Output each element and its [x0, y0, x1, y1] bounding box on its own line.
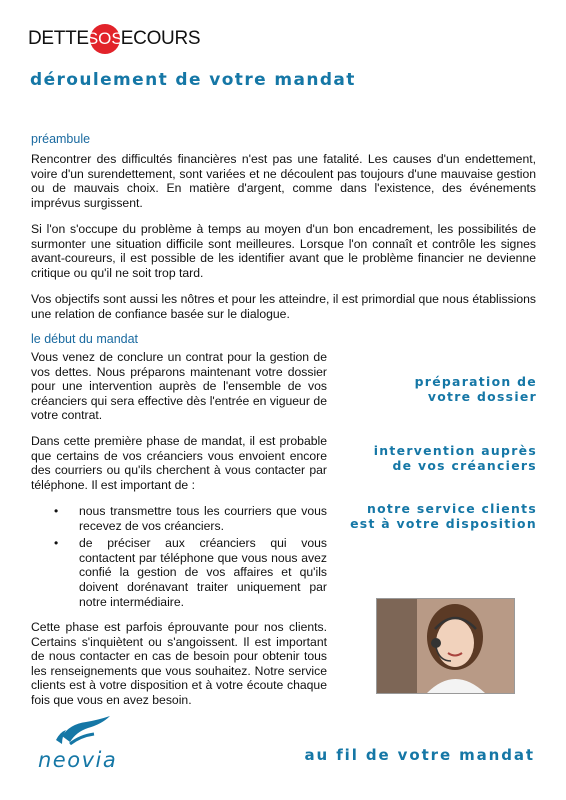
bullet-icon: • [54, 504, 59, 518]
side-heading-line: votre dossier [427, 389, 537, 404]
customer-service-photo [376, 598, 515, 694]
preambule-paragraph-3: Vos objectifs sont aussi les nôtres et pour les atteindre, il est primordial que nous établissions une relation de confiance basée sur le dialogue. [31, 292, 536, 321]
debut-paragraph-2: Dans cette première phase de mandat, il est probable que certains de vos créanciers vous envoient encore des courriers ou qu'ils cherchent à vous contacter par téléphone. Il est important de : [31, 434, 327, 492]
page-title: déroulement de votre mandat [30, 70, 356, 90]
side-heading-line: notre service clients [366, 501, 537, 516]
logo-text-left: DETTE [28, 28, 89, 49]
neovia-brand-text: neovia [38, 748, 118, 772]
debut-heading: le début du mandat [31, 332, 139, 346]
instructions-list [31, 504, 327, 612]
debut-paragraph-1: Vous venez de conclure un contrat pour la gestion de vos dettes. Nous préparons maintenant votre dossier pour une intervention auprès de l'ensemble de vos créanciers qui sera effective dès l'entrée en vigueur de votre contrat. [31, 350, 327, 423]
side-heading-service [297, 501, 537, 531]
bullet-icon: • [54, 536, 59, 551]
side-heading-line: de vos créanciers [392, 458, 537, 473]
side-heading-preparation [317, 374, 537, 404]
side-heading-line: est à votre disposition [350, 516, 537, 531]
preambule-heading: préambule [31, 132, 91, 146]
list-item-text: nous transmettre tous les courriers que vous recevez de vos créanciers. [79, 504, 327, 533]
preambule-paragraph-1: Rencontrer des difficultés financières n'est pas une fatalité. Les causes d'un endettement, voire d'un surendettement, sont variées et ne découlent pas toujours d'une mauvaise gestion ou de mauvais choix. En matière d'argent, comme dans l'existence, des événements imprévus surgissent. [31, 152, 536, 210]
side-heading-intervention [317, 443, 537, 473]
dettesos-logo [28, 22, 200, 56]
list-item [31, 536, 327, 609]
list-item-text: de préciser aux créanciers qui vous contactent par téléphone que vous nous avez confié la gestion de vos affaires et qu'ils doivent dorénavant traiter uniquement par notre intermédiaire. [79, 536, 327, 609]
logo-sos-circle: SOS [90, 24, 120, 54]
footer-title: au fil de votre mandat [304, 746, 535, 764]
side-heading-line: intervention auprès [373, 443, 537, 458]
side-heading-line: préparation de [414, 374, 537, 389]
preambule-paragraph-2: Si l'on s'occupe du problème à temps au moyen d'un bon encadrement, les possibilités de surmonter une situation difficile sont meilleures. Lorsque l'on connaît et contrôle les signes avant-coureurs, il est possible de les identifier avant que le problème financier ne devienne critique ou qu'il ne soit trop tard. [31, 222, 536, 280]
debut-paragraph-3: Cette phase est parfois éprouvante pour nos clients. Certains s'inquiètent ou s'angoissent. Il est important de nous contacter en cas de besoin pour obtenir tous les renseignements que vous souhaitez. Notre service clients est à votre disposition et à votre écoute chaque fois que vous en avez besoin. [31, 620, 327, 707]
operator-headset-illustration [377, 599, 514, 693]
neovia-logo [36, 714, 132, 776]
list-item [31, 504, 327, 533]
logo-text-right: ECOURS [120, 28, 201, 49]
